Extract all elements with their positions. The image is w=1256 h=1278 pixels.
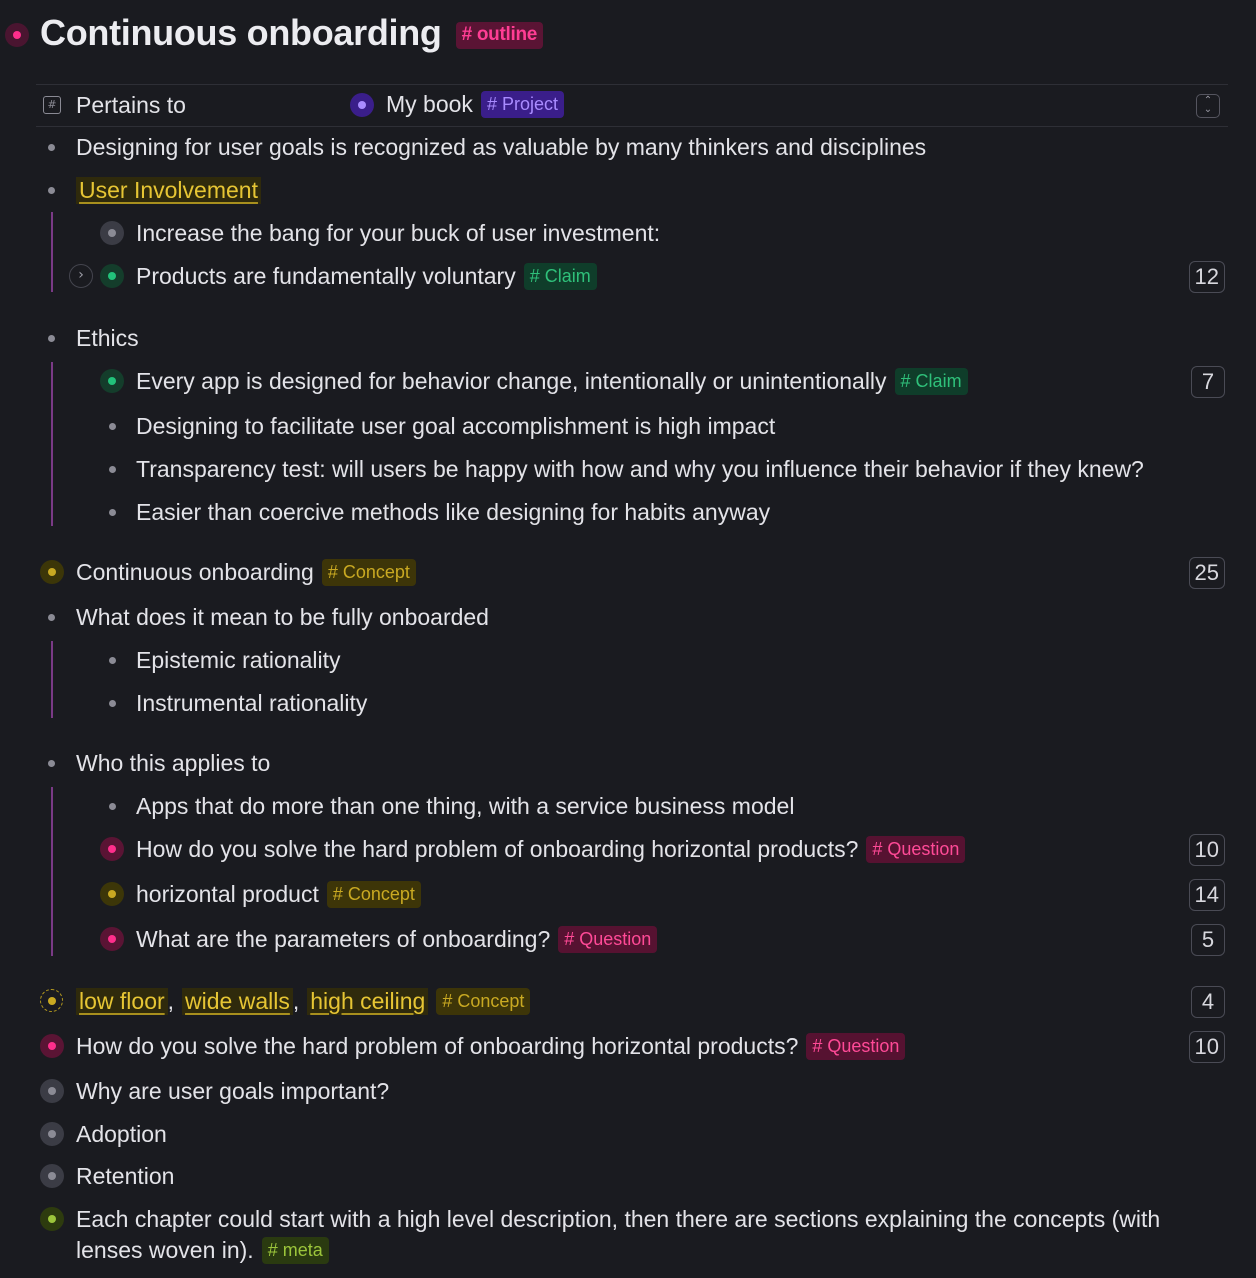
linked-text[interactable]: low floor bbox=[76, 988, 168, 1015]
list-item-text[interactable]: Retention bbox=[76, 1162, 175, 1189]
tag-claim[interactable]: # Claim bbox=[524, 263, 597, 290]
list-item[interactable] bbox=[136, 496, 770, 528]
tag-claim[interactable]: # Claim bbox=[895, 368, 968, 395]
list-item[interactable] bbox=[136, 453, 1144, 485]
tag-question[interactable]: # Question bbox=[558, 926, 657, 953]
question-node-icon[interactable] bbox=[100, 837, 124, 861]
field-value-text[interactable]: My book bbox=[386, 91, 473, 117]
list-item[interactable] bbox=[76, 601, 489, 633]
list-item-text[interactable]: Ethics bbox=[76, 324, 139, 351]
list-item[interactable] bbox=[136, 260, 597, 292]
bullet-icon[interactable] bbox=[109, 803, 116, 810]
reference-count[interactable]: 5 bbox=[1191, 924, 1225, 956]
separator: , bbox=[167, 987, 175, 1014]
list-item[interactable] bbox=[76, 1203, 1160, 1235]
field-value[interactable] bbox=[350, 91, 564, 118]
list-item[interactable] bbox=[76, 1030, 905, 1062]
list-item-text[interactable]: How do you solve the hard problem of onboarding horizontal products? bbox=[76, 1032, 799, 1059]
list-item-text[interactable]: Each chapter could start with a high level description, then there are sections explaining the concepts (with bbox=[76, 1205, 1161, 1232]
list-item[interactable] bbox=[76, 747, 270, 779]
tag-meta[interactable]: # meta bbox=[262, 1237, 329, 1264]
reference-count[interactable]: 10 bbox=[1189, 1031, 1225, 1063]
list-item[interactable] bbox=[76, 985, 530, 1017]
node-icon[interactable] bbox=[40, 1122, 64, 1146]
project-node-icon[interactable] bbox=[350, 93, 374, 117]
question-node-icon[interactable] bbox=[40, 1034, 64, 1058]
list-item-text[interactable]: Easier than coercive methods like designing for habits anyway bbox=[136, 498, 771, 525]
tag-outline[interactable]: # outline bbox=[456, 22, 543, 49]
reference-count[interactable]: 14 bbox=[1189, 879, 1225, 911]
question-node-icon[interactable] bbox=[100, 927, 124, 951]
list-item-text[interactable]: Who this applies to bbox=[76, 749, 271, 776]
list-item-text[interactable]: Designing to facilitate user goal accomplishment is high impact bbox=[136, 412, 776, 439]
bullet-icon[interactable] bbox=[48, 614, 55, 621]
tag-project[interactable]: # Project bbox=[481, 91, 564, 118]
node-icon[interactable] bbox=[40, 1079, 64, 1103]
bullet-icon[interactable] bbox=[109, 466, 116, 473]
list-item-text[interactable]: What are the parameters of onboarding? bbox=[136, 925, 551, 952]
meta-node-icon[interactable] bbox=[40, 1207, 64, 1231]
list-item-text[interactable]: Transparency test: will users be happy with how and why you influence their behavior if they knew? bbox=[136, 455, 1144, 482]
title-node-icon[interactable] bbox=[5, 23, 29, 47]
list-item-text[interactable]: Products are fundamentally voluntary bbox=[136, 262, 516, 289]
list-item[interactable] bbox=[76, 131, 926, 163]
claim-node-icon[interactable] bbox=[100, 264, 124, 288]
reference-count[interactable]: 10 bbox=[1189, 834, 1225, 866]
node-icon[interactable] bbox=[40, 1164, 64, 1188]
list-item[interactable] bbox=[76, 1118, 167, 1150]
list-item[interactable] bbox=[136, 833, 965, 865]
page-title-text[interactable]: Continuous onboarding bbox=[40, 12, 442, 53]
list-item-text[interactable]: horizontal product bbox=[136, 880, 319, 907]
list-item-text[interactable]: Increase the bang for your buck of user investment: bbox=[136, 219, 661, 246]
concept-node-icon[interactable] bbox=[40, 989, 63, 1012]
list-item[interactable] bbox=[76, 174, 261, 206]
list-item-text[interactable]: Epistemic rationality bbox=[136, 646, 341, 673]
chevron-right-icon[interactable]: › bbox=[69, 264, 93, 288]
list-item[interactable] bbox=[136, 687, 367, 719]
thread-line bbox=[51, 362, 53, 526]
list-item[interactable] bbox=[76, 322, 139, 354]
concept-node-icon[interactable] bbox=[100, 882, 124, 906]
field-options-stepper[interactable]: ⌃ ⌄ bbox=[1196, 94, 1220, 118]
linked-text[interactable]: User Involvement bbox=[76, 177, 261, 204]
list-item-text[interactable]: What does it mean to be fully onboarded bbox=[76, 603, 489, 630]
concept-node-icon[interactable] bbox=[40, 560, 64, 584]
list-item[interactable] bbox=[76, 556, 416, 588]
bullet-icon[interactable] bbox=[109, 700, 116, 707]
tag-concept[interactable]: # Concept bbox=[327, 881, 421, 908]
bullet-icon[interactable] bbox=[109, 423, 116, 430]
reference-count[interactable]: 4 bbox=[1191, 986, 1225, 1018]
list-item[interactable] bbox=[136, 923, 657, 955]
node-icon[interactable] bbox=[100, 221, 124, 245]
list-item-text[interactable]: Apps that do more than one thing, with a service business model bbox=[136, 792, 795, 819]
reference-count[interactable]: 25 bbox=[1189, 557, 1225, 589]
bullet-icon[interactable] bbox=[48, 335, 55, 342]
list-item-text[interactable]: Continuous onboarding bbox=[76, 558, 314, 585]
hash-box-icon: # bbox=[43, 96, 61, 114]
tag-concept[interactable]: # Concept bbox=[436, 988, 530, 1015]
tag-question[interactable]: # Question bbox=[806, 1033, 905, 1060]
thread-line bbox=[51, 787, 53, 956]
list-item[interactable] bbox=[136, 410, 775, 442]
list-item-continuation[interactable] bbox=[76, 1234, 329, 1266]
page-title bbox=[40, 12, 543, 54]
thread-line bbox=[51, 641, 53, 718]
list-item-text[interactable]: Designing for user goals is recognized as valuable by many thinkers and disciplines bbox=[76, 133, 927, 160]
list-item-text[interactable]: How do you solve the hard problem of onboarding horizontal products? bbox=[136, 835, 859, 862]
list-item[interactable] bbox=[76, 1160, 174, 1192]
field-pertains-to bbox=[36, 84, 1228, 127]
separator: , bbox=[292, 987, 300, 1014]
list-item-text[interactable]: Adoption bbox=[76, 1120, 167, 1147]
list-item-text[interactable]: Every app is designed for behavior change, intentionally or unintentionally bbox=[136, 367, 887, 394]
linked-text[interactable]: high ceiling bbox=[307, 988, 428, 1015]
list-item[interactable] bbox=[136, 644, 341, 676]
claim-node-icon[interactable] bbox=[100, 369, 124, 393]
field-label: Pertains to bbox=[76, 92, 186, 118]
reference-count[interactable]: 12 bbox=[1189, 261, 1225, 293]
bullet-icon[interactable] bbox=[109, 509, 116, 516]
list-item[interactable] bbox=[136, 878, 421, 910]
linked-text[interactable]: wide walls bbox=[182, 988, 293, 1015]
reference-count[interactable]: 7 bbox=[1191, 366, 1225, 398]
bullet-icon[interactable] bbox=[48, 187, 55, 194]
list-item-text[interactable]: lenses woven in). bbox=[76, 1236, 254, 1263]
list-item[interactable] bbox=[136, 790, 794, 822]
tag-concept[interactable]: # Concept bbox=[322, 559, 416, 586]
tag-question[interactable]: # Question bbox=[866, 836, 965, 863]
bullet-icon[interactable] bbox=[109, 657, 116, 664]
bullet-icon[interactable] bbox=[48, 144, 55, 151]
list-item[interactable] bbox=[136, 217, 660, 249]
thread-line bbox=[51, 212, 53, 292]
bullet-icon[interactable] bbox=[48, 760, 55, 767]
list-item-text[interactable]: Why are user goals important? bbox=[76, 1077, 390, 1104]
list-item-text[interactable]: Instrumental rationality bbox=[136, 689, 368, 716]
list-item[interactable] bbox=[76, 1075, 389, 1107]
list-item[interactable] bbox=[136, 365, 968, 397]
